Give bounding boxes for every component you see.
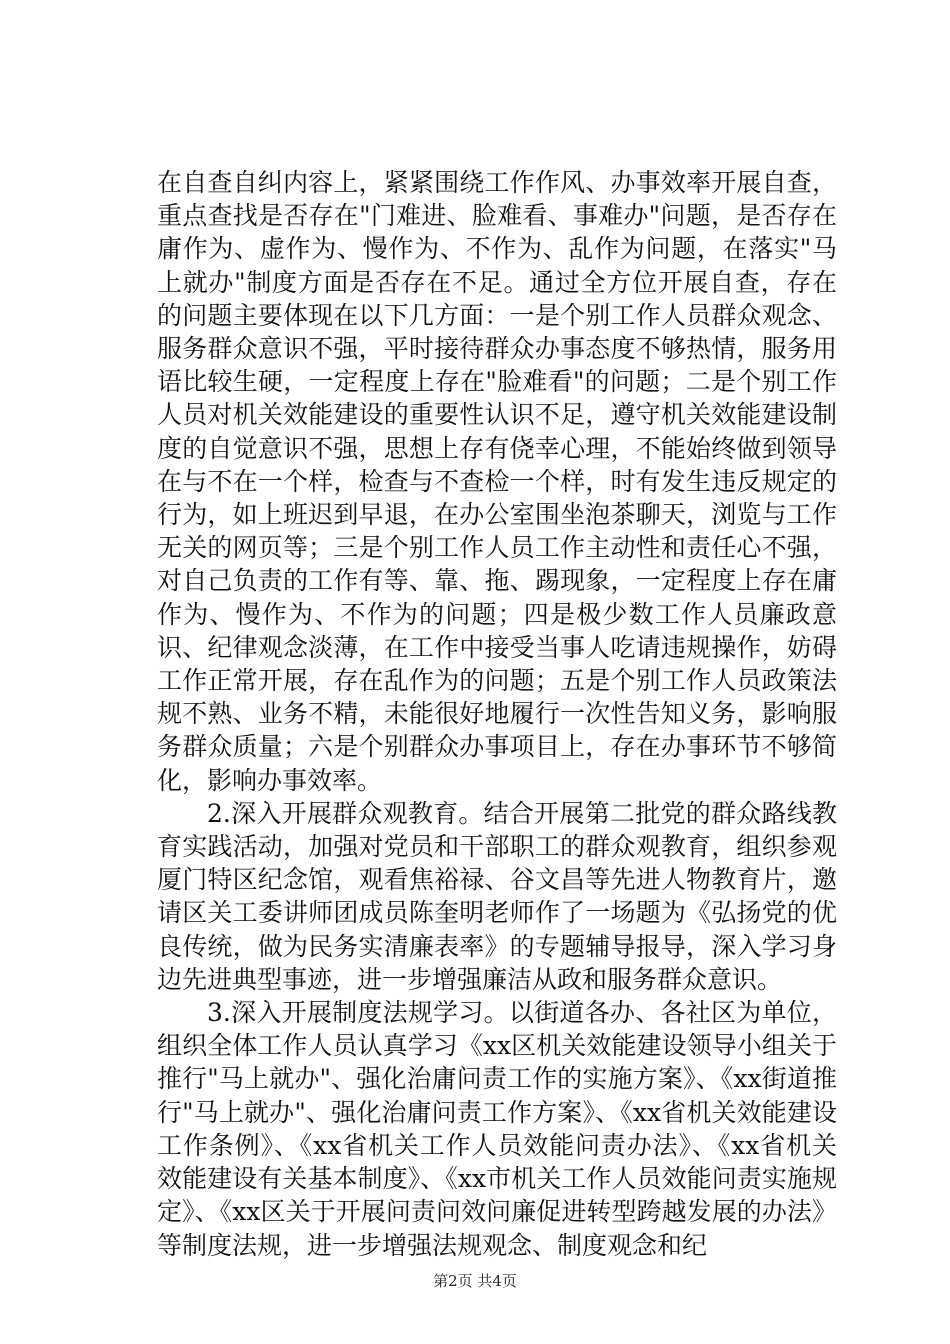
paragraph-mass-view-education: 2.深入开展群众观教育。结合开展第二批党的群众路线教育实践活动，加强对党员和干部职工的群众观教育，组织参观厦门特区纪念馆，观看焦裕禄、谷文昌等先进人物教育片，邀请区关工委讲师团成员陈奎明老师作了一场题为《弘扬党的优良传统，做为民务实清廉表率》的专题辅导报导，深入学习身边先进典型事迹，进一步增强廉洁从政和服务群众意识。 xyxy=(157,798,837,994)
paragraph-regulation-study: 3.深入开展制度法规学习。以街道各办、各社区为单位，组织全体工作人员认真学习《xx区机关效能建设领导小组关于推行"马上就办"、强化治庸问责工作的实施方案》、《xx街道推行"马上就办"、强化治庸问责工作方案》、《xx省机关效能建设工作条例》、《xx省机关工作人员效能问责办法》、《xx省机关效能建设有关基本制度》、《xx市机关工作人员效能问责实施规定》、《xx区关于开展问责问效问廉促进转型跨越发展的办法》等制度法规，进一步增强法规观念、制度观念和纪 xyxy=(157,998,837,1260)
paragraph-self-inspection: 在自查自纠内容上，紧紧围绕工作作风、办事效率开展自查，重点查找是否存在"门难进、脸难看、事难办"问题，是否存在庸作为、虚作为、慢作为、不作为、乱作为问题，在落实"马上就办"制度方面是否存在不足。通过全方位开展自查，存在的问题主要体现在以下几方面：一是个别工作人员群众观念、服务群众意识不强，平时接待群众办事态度不够热情，服务用语比较生硬，一定程度上存在"脸难看"的问题；二是个别工作人员对机关效能建设的重要性认识不足，遵守机关效能建设制度的自觉意识不强，思想上存有侥幸心理，不能始终做到领导在与不在一个样，检查与不查检一个样，时有发生违反规定的行为，如上班迟到早退，在办公室围坐泡茶聊天，浏览与工作无关的网页等；三是个别工作人员工作主动性和责任心不强，对自己负责的工作有等、靠、拖、踢现象，一定程度上存在庸作为、慢作为、不作为的问题；四是极少数工作人员廉政意识、纪律观念淡薄，在工作中接受当事人吃请违规操作，妨碍工作正常开展，存在乱作为的问题；五是个别工作人员政策法规不熟、业务不精，未能很好地履行一次性告知义务，影响服务群众质量；六是个别群众办事项目上，存在办事环节不够简化，影响办事效率。 xyxy=(157,168,837,795)
page-number-footer: 第2页 共4页 xyxy=(433,1272,517,1290)
document-body xyxy=(157,166,837,1262)
